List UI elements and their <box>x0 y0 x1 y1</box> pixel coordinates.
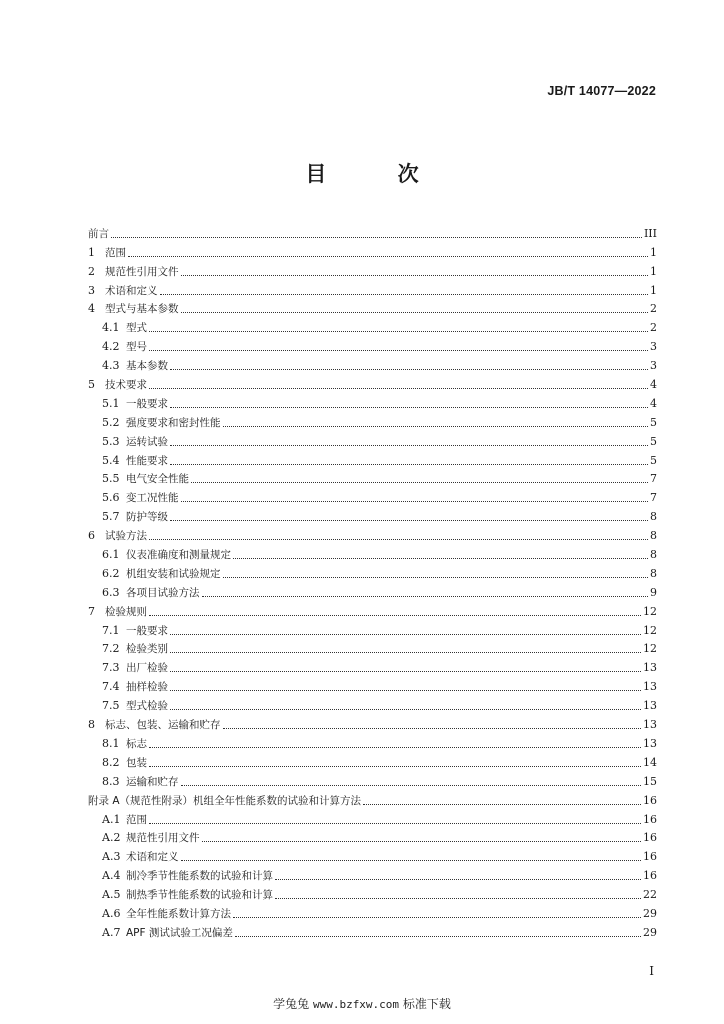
toc-entry-page: 12 <box>643 604 657 618</box>
toc-leader-dots <box>170 652 641 653</box>
toc-entry-number: 7.3 <box>102 661 120 675</box>
toc-leader-dots <box>170 690 641 691</box>
toc-leader-dots <box>233 917 641 918</box>
toc-entry-title: 仪表准确度和测量规定 <box>126 549 231 562</box>
toc-entry-title: 强度要求和密封性能 <box>126 416 221 429</box>
toc-entry-number: 5.6 <box>102 491 120 505</box>
toc-entry-number: 7.2 <box>102 642 120 656</box>
toc-entry-number: 5.2 <box>102 415 120 429</box>
toc-leader-dots <box>149 539 648 540</box>
toc-entry-title: 各项目试验方法 <box>126 586 200 599</box>
toc-entry[interactable] <box>88 732 657 751</box>
toc-entry-title: 制冷季节性能系数的试验和计算 <box>126 870 273 883</box>
toc-entry-page: 13 <box>643 699 657 713</box>
toc-leader-dots <box>149 331 648 332</box>
toc-entry[interactable] <box>88 883 657 902</box>
toc-entry-page: 7 <box>650 491 657 505</box>
toc-entry-page: 5 <box>650 453 657 467</box>
toc-entry-title: 型式与基本参数 <box>105 303 179 316</box>
toc-entry-title: 型号 <box>126 341 147 354</box>
toc-leader-dots <box>170 445 648 446</box>
toc-entry-title: 检验类别 <box>126 643 168 656</box>
toc-entry-page: 9 <box>650 585 657 599</box>
toc-entry[interactable] <box>88 921 657 940</box>
toc-leader-dots <box>181 501 649 502</box>
toc-entry-title: 一般要求 <box>126 397 168 410</box>
toc-leader-dots <box>223 426 649 427</box>
toc-entry-title: 型式 <box>126 322 147 335</box>
toc-entry-number: 7.5 <box>102 699 120 713</box>
toc-entry-number: 5 <box>88 378 95 392</box>
toc-leader-dots <box>149 823 641 824</box>
toc-entry-page: 8 <box>650 566 657 580</box>
toc-leader-dots <box>181 275 649 276</box>
toc-leader-dots <box>275 898 641 899</box>
toc-entry-title: 检验规则 <box>105 605 147 618</box>
toc-entry-page: III <box>643 226 657 240</box>
toc-leader-dots <box>149 766 641 767</box>
toc-entry-page: 4 <box>650 378 657 392</box>
toc-entry-number: A.6 <box>102 906 121 920</box>
toc-leader-dots <box>181 860 642 861</box>
toc-entry[interactable] <box>88 449 657 468</box>
toc-entry-title: 包装 <box>126 756 147 769</box>
toc-entry-page: 12 <box>643 623 657 637</box>
toc-entry-title: 规范性引用文件 <box>105 265 179 278</box>
toc-entry-title: 抽样检验 <box>126 681 168 694</box>
toc-entry-title: 制热季节性能系数的试验和计算 <box>126 889 273 902</box>
toc-entry[interactable] <box>88 392 657 411</box>
toc-leader-dots <box>170 407 648 408</box>
toc-entry-page: 16 <box>643 812 657 826</box>
toc-entry-number: 7.4 <box>102 680 120 694</box>
toc-entry-page: 16 <box>643 869 657 883</box>
toc-entry-title: 附录 A（规范性附录）机组全年性能系数的试验和计算方法 <box>88 794 362 807</box>
toc-leader-dots <box>233 558 648 559</box>
toc-leader-dots <box>275 879 641 880</box>
toc-leader-dots <box>202 596 649 597</box>
toc-entry-number: 4.2 <box>102 340 120 354</box>
toc-entry[interactable] <box>88 600 657 619</box>
toc-leader-dots <box>223 577 649 578</box>
toc-entry-number: 3 <box>88 283 95 297</box>
toc-entry-number: 8.2 <box>102 755 120 769</box>
toc-entry-number: A.5 <box>102 888 121 902</box>
toc-entry[interactable] <box>88 298 657 317</box>
toc-entry[interactable] <box>88 638 657 657</box>
toc-entry-page: 5 <box>650 415 657 429</box>
toc-entry-title: 基本参数 <box>126 360 168 373</box>
toc-entry[interactable] <box>88 656 657 675</box>
toc-leader-dots <box>149 747 641 748</box>
toc-entry-page: 8 <box>650 529 657 543</box>
toc-entry-page: 29 <box>643 906 657 920</box>
toc-entry-title: 防护等级 <box>126 511 168 524</box>
toc-entry[interactable] <box>88 770 657 789</box>
toc-entry-number: 4.3 <box>102 359 120 373</box>
toc-entry-title: 出厂检验 <box>126 662 168 675</box>
toc-entry-title: 范围 <box>126 813 147 826</box>
toc-leader-dots <box>160 294 649 295</box>
toc-entry-title: 运输和贮存 <box>126 775 179 788</box>
toc-entry-number: 4.1 <box>102 321 120 335</box>
toc-entry[interactable] <box>88 808 657 827</box>
toc-entry-number: 6 <box>88 529 95 543</box>
toc-entry-number: A.2 <box>102 831 121 845</box>
toc-entry-number: A.3 <box>102 850 121 864</box>
toc-entry[interactable] <box>88 543 657 562</box>
toc-entry[interactable] <box>88 279 657 298</box>
toc-entry-title: 一般要求 <box>126 624 168 637</box>
toc-entry-number: 5.5 <box>102 472 120 486</box>
toc-leader-dots <box>235 936 641 937</box>
toc-entry-page: 1 <box>650 245 657 259</box>
toc-entry-title: 范围 <box>105 246 126 259</box>
toc-entry-page: 16 <box>643 793 657 807</box>
document-code: JB/T 14077—2022 <box>547 84 656 98</box>
toc-entry[interactable] <box>88 675 657 694</box>
toc-leader-dots <box>170 520 648 521</box>
toc-entry-number: 7 <box>88 604 95 618</box>
toc-entry-page: 8 <box>650 510 657 524</box>
toc-entry[interactable] <box>88 845 657 864</box>
toc-entry[interactable] <box>88 524 657 543</box>
toc-entry-number: 8.3 <box>102 774 120 788</box>
toc-entry-page: 2 <box>650 302 657 316</box>
toc-leader-dots <box>149 388 648 389</box>
toc-entry-page: 13 <box>643 661 657 675</box>
watermark <box>0 995 724 1012</box>
toc-entry-number: 5.3 <box>102 434 120 448</box>
toc-leader-dots <box>111 237 642 238</box>
watermark-prefix: 学兔兔 <box>273 997 310 1011</box>
toc-entry-number: 2 <box>88 264 95 278</box>
toc-leader-dots <box>149 615 641 616</box>
toc-entry-number: 7.1 <box>102 623 120 637</box>
toc-entry[interactable] <box>88 789 657 808</box>
page-folio: I <box>649 964 654 978</box>
toc-entry-title: 全年性能系数计算方法 <box>126 907 231 920</box>
toc-leader-dots <box>149 350 648 351</box>
toc-leader-dots <box>170 369 648 370</box>
toc-leader-dots <box>170 464 648 465</box>
toc-entry-page: 16 <box>643 850 657 864</box>
toc-leader-dots <box>170 709 641 710</box>
toc-entry-number: 4 <box>88 302 95 316</box>
toc-entry[interactable] <box>88 241 657 260</box>
watermark-url[interactable]: www.bzfxw.com <box>312 998 400 1011</box>
toc-entry[interactable] <box>88 316 657 335</box>
toc-entry-title: 术语和定义 <box>126 851 179 864</box>
toc-leader-dots <box>223 728 642 729</box>
toc-entry[interactable] <box>88 222 657 241</box>
toc-entry-page: 15 <box>643 774 657 788</box>
watermark-suffix: 标准下载 <box>402 997 451 1011</box>
toc-entry[interactable] <box>88 902 657 921</box>
toc-entry-number: 5.4 <box>102 453 120 467</box>
toc-leader-dots <box>170 671 641 672</box>
toc-entry-page: 1 <box>650 283 657 297</box>
toc-entry-title: 机组安装和试验规定 <box>126 567 221 580</box>
toc-entry-title: APF 测试试验工况偏差 <box>126 926 233 939</box>
toc-entry-title: 技术要求 <box>105 379 147 392</box>
toc-entry-title: 型式检验 <box>126 700 168 713</box>
toc-entry[interactable] <box>88 354 657 373</box>
toc-entry[interactable] <box>88 751 657 770</box>
toc-entry-number: 6.1 <box>102 548 120 562</box>
toc-entry[interactable] <box>88 581 657 600</box>
toc-leader-dots <box>128 256 648 257</box>
toc-entry-title: 术语和定义 <box>105 284 158 297</box>
toc-entry[interactable] <box>88 260 657 279</box>
toc-entry-page: 3 <box>650 359 657 373</box>
toc-entry[interactable] <box>88 373 657 392</box>
toc-entry-page: 5 <box>650 434 657 448</box>
toc-entry-number: A.1 <box>102 812 121 826</box>
toc-entry-page: 8 <box>650 548 657 562</box>
toc-entry-number: A.7 <box>102 925 121 939</box>
toc-entry-page: 1 <box>650 264 657 278</box>
toc-leader-dots <box>363 804 641 805</box>
toc-entry-title: 标志 <box>126 737 147 750</box>
toc-entry-title: 规范性引用文件 <box>126 832 200 845</box>
toc-entry-number: 1 <box>88 245 95 259</box>
toc-entry[interactable] <box>88 827 657 846</box>
toc-entry-title: 前言 <box>88 227 109 240</box>
toc-entry-page: 13 <box>643 736 657 750</box>
toc-entry-number: 8.1 <box>102 736 120 750</box>
toc-entry-page: 16 <box>643 831 657 845</box>
table-of-contents <box>88 222 657 940</box>
toc-entry-title: 变工况性能 <box>126 492 179 505</box>
toc-entry[interactable] <box>88 694 657 713</box>
toc-entry[interactable] <box>88 619 657 638</box>
toc-entry[interactable] <box>88 468 657 487</box>
toc-entry-page: 13 <box>643 718 657 732</box>
toc-entry-page: 2 <box>650 321 657 335</box>
toc-entry-page: 29 <box>643 925 657 939</box>
toc-entry-title: 性能要求 <box>126 454 168 467</box>
toc-entry-title: 试验方法 <box>105 530 147 543</box>
toc-leader-dots <box>202 841 642 842</box>
toc-entry-page: 13 <box>643 680 657 694</box>
toc-leader-dots <box>191 482 648 483</box>
toc-entry-number: 5.7 <box>102 510 120 524</box>
page-title: 目 次 <box>305 162 451 186</box>
toc-entry-title: 电气安全性能 <box>126 473 189 486</box>
toc-entry-page: 4 <box>650 396 657 410</box>
toc-entry[interactable] <box>88 505 657 524</box>
toc-entry-page: 3 <box>650 340 657 354</box>
toc-entry-title: 运转试验 <box>126 435 168 448</box>
toc-entry-page: 22 <box>643 888 657 902</box>
toc-entry-page: 12 <box>643 642 657 656</box>
toc-entry[interactable] <box>88 864 657 883</box>
toc-entry[interactable] <box>88 713 657 732</box>
toc-entry[interactable] <box>88 486 657 505</box>
toc-entry-number: 8 <box>88 718 95 732</box>
toc-leader-dots <box>181 785 642 786</box>
toc-entry-title: 标志、包装、运输和贮存 <box>105 719 221 732</box>
toc-entry-number: 6.2 <box>102 566 120 580</box>
toc-entry-page: 14 <box>643 755 657 769</box>
toc-entry-page: 7 <box>650 472 657 486</box>
toc-entry-number: A.4 <box>102 869 121 883</box>
toc-entry-number: 5.1 <box>102 396 120 410</box>
toc-entry[interactable] <box>88 411 657 430</box>
toc-entry-number: 6.3 <box>102 585 120 599</box>
toc-entry[interactable] <box>88 562 657 581</box>
toc-entry[interactable] <box>88 335 657 354</box>
toc-entry[interactable] <box>88 430 657 449</box>
toc-leader-dots <box>170 634 641 635</box>
toc-leader-dots <box>181 312 649 313</box>
